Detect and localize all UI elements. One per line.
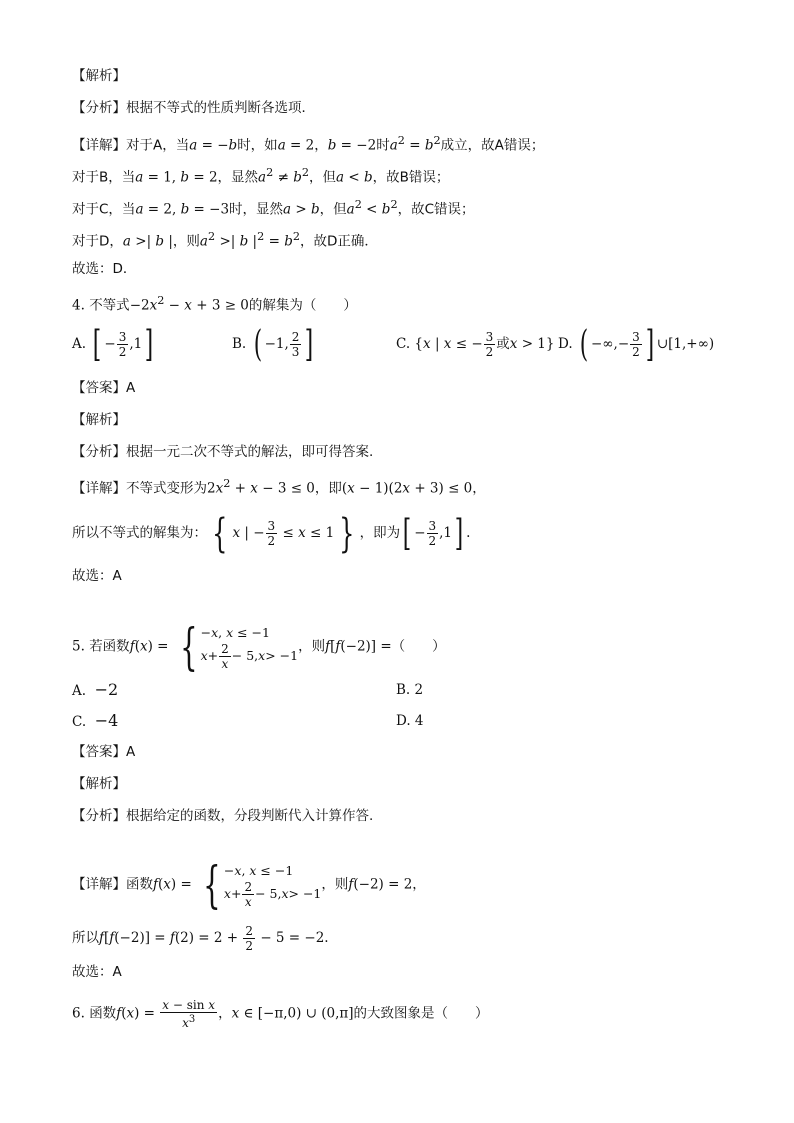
answer-choice-4: 故选：A bbox=[72, 568, 122, 584]
q5-option-d: D. 4 bbox=[396, 713, 424, 729]
analysis-header-4: 【解析】 bbox=[72, 412, 126, 428]
detail-5: 【详解】函数f(x) = { −x, x ≤ −1 x + 2 x − 5, x > −1 ，则f(−2) = 2， bbox=[72, 856, 426, 914]
detail-line-d: 对于D，a >| b |，则$a^2$ >| b $|^2 = b^2$，故D正确． bbox=[72, 230, 378, 250]
question-6: 6. 函数f(x) = $\frac{\text{x − sin x}}{x^3}$ ，x ∈ [−π,0) ∪ (0,π]的大致图象是（ ） bbox=[72, 998, 489, 1030]
answer-choice-line: 故选：D． bbox=[72, 261, 137, 277]
detail-4: 【详解】不等式变形为$2x^2 + x - 3 \le 0$，即(x − 1)(2x + 3) ≤ 0， bbox=[72, 477, 486, 497]
analysis-header-5: 【解析】 bbox=[72, 776, 126, 792]
analysis-header: 【解析】 bbox=[72, 68, 126, 84]
question-5: 5. 若函数f(x) = { −x, x ≤ −1 x + 2 x − 5, x > −1 ，则f[f(−2)] =（ ） bbox=[72, 618, 446, 676]
q4-option-b: B. ( −1, $\frac{2}{3}$ ] bbox=[232, 323, 314, 365]
answer-choice-5: 故选：A bbox=[72, 964, 122, 980]
q5-option-c: C. −4 bbox=[72, 711, 119, 730]
analysis-4: 【分析】根据一元二次不等式的解法，即可得答案. bbox=[72, 444, 374, 460]
q4-option-d: D. ( −∞,− $\frac{3}{2}$ ] ∪[1,+∞) bbox=[558, 323, 715, 365]
detail-line-a: 【详解】对于A，当a = −b时，如a = 2，b = −2时$a^2 = b^2$成立，故A错误； bbox=[72, 134, 545, 154]
question-4: 4. 不等式$-2x^2 - x + 3 \ge 0$的解集为（ ） bbox=[72, 294, 357, 314]
q5-option-a: A. −2 bbox=[72, 680, 119, 699]
detail-line-c: 对于C，当a = 2, b = −3时，显然a > b，但$a^2 < b^2$，故C错误； bbox=[72, 198, 475, 218]
solution-set-4: 所以不等式的解集为： { x | − $\frac{3}{2}$ ≤ x ≤ 1 } ，即为[ − $\frac{3}{2}$ ,1] . bbox=[72, 510, 471, 557]
analysis-line: 【分析】根据不等式的性质判断各选项． bbox=[72, 100, 315, 116]
result-5: 所以f[f(−2)] = f(2) = 2 + $\frac{2}{2}$ − 5 = −2. bbox=[72, 924, 329, 953]
q5-option-b: B. 2 bbox=[396, 682, 424, 698]
detail-line-b: 对于B，当a = 1, b = 2，显然$a^2 \ne b^2$，但a < b，故B错误； bbox=[72, 166, 450, 186]
analysis-5: 【分析】根据给定的函数，分段判断代入计算作答. bbox=[72, 808, 374, 824]
answer-5: 【答案】A bbox=[72, 744, 136, 760]
answer-4: 【答案】A bbox=[72, 380, 136, 396]
q4-option-a: A. [ − $\frac{3}{2}$ ,1] bbox=[72, 323, 154, 365]
q4-option-c: C. {x | x ≤ − $\frac{3}{2}$ 或x > 1} bbox=[396, 330, 555, 359]
